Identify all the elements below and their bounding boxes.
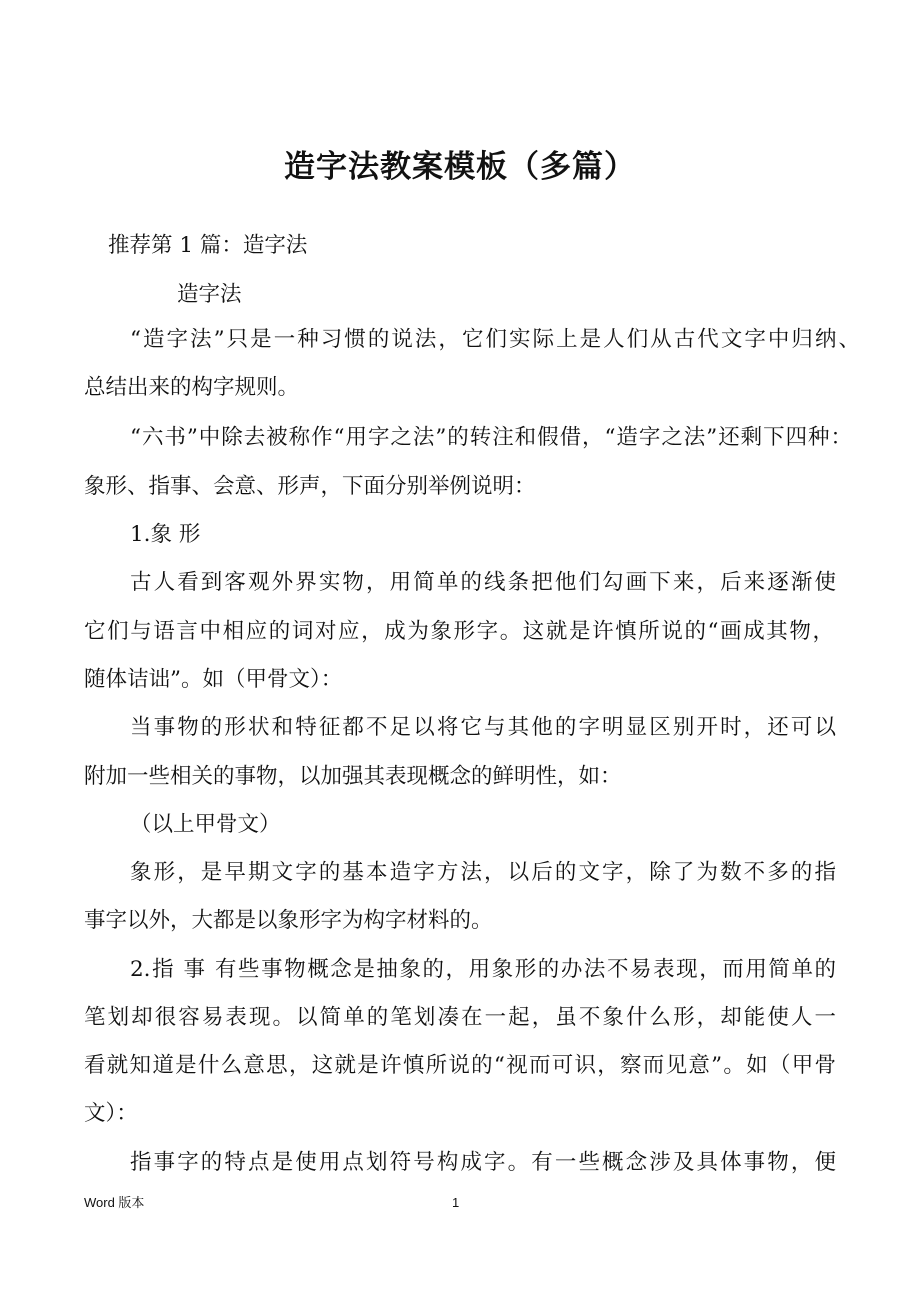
paragraph-line: 古人看到客观外界实物，用简单的线条把他们勾画下来，后来逐渐使 bbox=[130, 570, 836, 595]
paragraph-line: 总结出来的构字规则。 bbox=[84, 375, 300, 400]
paragraph-line: 随体诘诎”。如（甲骨文）： bbox=[84, 667, 343, 692]
paragraph-line: 当事物的形状和特征都不足以将它与其他的字明显区别开时，还可以 bbox=[130, 715, 836, 740]
paragraph-line: 它们与语言中相应的词对应，成为象形字。这就是许慎所说的“画成其物， bbox=[84, 619, 834, 644]
document-title: 造字法教案模板（多篇） bbox=[284, 149, 636, 185]
paragraph-line: “六书”中除去被称作“用字之法”的转注和假借，“造字之法”还剩下四种： bbox=[130, 425, 852, 450]
paragraph-line: 象形、指事、会意、形声，下面分别举例说明： bbox=[84, 474, 536, 499]
subheading-xiangxing: 1.象 形 bbox=[130, 522, 201, 547]
paragraph-line: 看就知道是什么意思，这就是许慎所说的“视而可识，察而见意”。如（甲骨 bbox=[84, 1053, 836, 1078]
section-title: 造字法 bbox=[177, 282, 242, 307]
footer-page-number: 1 bbox=[452, 1195, 460, 1210]
paragraph-line: 笔划却很容易表现。以简单的笔划凑在一起，虽不象什么形，却能使人一 bbox=[84, 1005, 836, 1030]
footer-word-version: Word 版本 bbox=[84, 1195, 145, 1210]
paragraph-line: 指事字的特点是使用点划符号构成字。有一些概念涉及具体事物，便 bbox=[130, 1150, 836, 1175]
paragraph-line: 附加一些相关的事物，以加强其表现概念的鲜明性，如： bbox=[84, 764, 622, 789]
recommend-heading: 推荐第 1 篇：造字法 bbox=[108, 233, 308, 258]
paragraph-line: 文）： bbox=[84, 1101, 138, 1126]
paragraph-line: “造字法”只是一种习惯的说法，它们实际上是人们从古代文字中归纳、 bbox=[130, 327, 860, 352]
paragraph-line: 象形，是早期文字的基本造字方法，以后的文字，除了为数不多的指 bbox=[130, 860, 836, 885]
paragraph-line: （以上甲骨文） bbox=[130, 812, 281, 837]
paragraph-line: 2.指 事 有些事物概念是抽象的，用象形的办法不易表现，而用简单的 bbox=[130, 957, 836, 982]
paragraph-line: 事字以外，大都是以象形字为构字材料的。 bbox=[84, 908, 493, 933]
